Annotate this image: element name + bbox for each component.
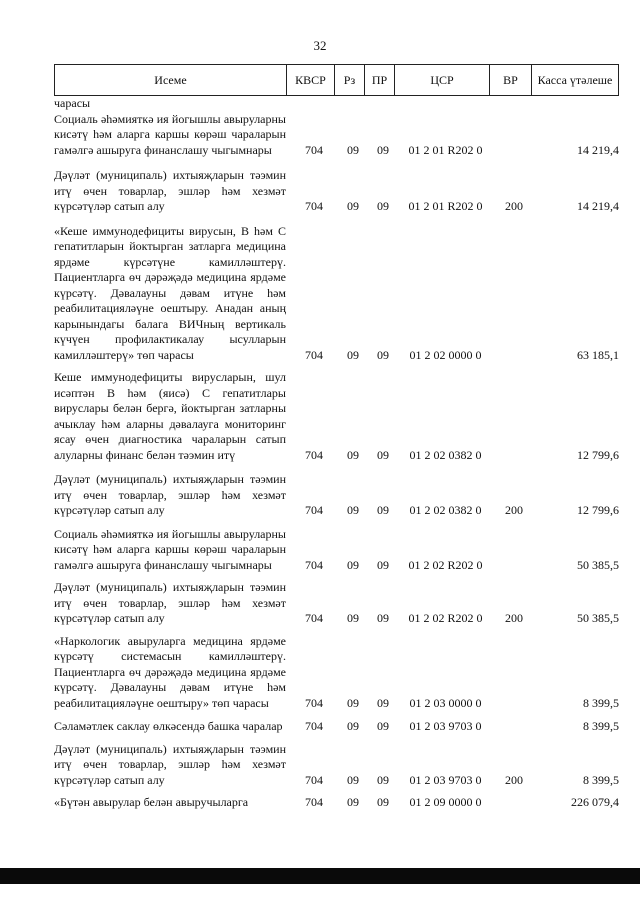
row-kvsr: 704 xyxy=(305,503,323,517)
row-kvsr: 704 xyxy=(305,557,323,572)
row-kvsr: 704 xyxy=(305,611,323,625)
header-sum: Касса үтәлеше xyxy=(537,72,613,87)
header-csr: ЦСР xyxy=(395,65,490,95)
header-vr: ВР xyxy=(490,65,532,95)
row-name: Дәүләт (муниципаль) ихтыяҗларын тәэмин итү өчен товарлар, эшләр һәм хезмәт күрсәтүләр сатып алу xyxy=(54,580,286,625)
row-pr: 09 xyxy=(377,503,389,517)
row-sum: 12 799,6 xyxy=(577,447,619,462)
row-vr: 200 xyxy=(505,772,523,787)
row-sum: 14 219,4 xyxy=(577,199,619,213)
scan-edge-bar xyxy=(0,868,640,884)
row-sum: 50 385,5 xyxy=(577,557,619,572)
row-rz: 09 xyxy=(347,503,359,517)
row-rz: 09 xyxy=(347,557,359,572)
row-pr: 09 xyxy=(377,557,389,572)
row-pr: 09 xyxy=(377,447,389,462)
header-name: Исеме xyxy=(55,65,287,95)
row-csr: 01 2 03 9703 0 xyxy=(409,772,482,787)
row-pr: 09 xyxy=(377,611,389,625)
row-rz: 09 xyxy=(347,795,359,809)
row-csr: 01 2 01 R202 0 xyxy=(408,199,483,213)
row-rz: 09 xyxy=(347,695,359,710)
table-header xyxy=(54,64,619,96)
table-row xyxy=(54,795,619,811)
row-sum: 226 079,4 xyxy=(571,795,619,809)
row-sum: 50 385,5 xyxy=(577,611,619,625)
table-row xyxy=(54,224,619,364)
row-kvsr: 704 xyxy=(305,795,323,809)
row-kvsr: 704 xyxy=(305,347,323,362)
row-name: Дәүләт (муниципаль) ихтыяҗларын тәэмин итү өчен товарлар, эшләр һәм хезмәт күрсәтүләр сатып алу xyxy=(54,741,286,787)
row-name: Дәүләт (муниципаль) ихтыяҗларын тәэмин итү өчен товарлар, эшләр һәм хезмәт күрсәтүләр сатып алу xyxy=(54,168,286,213)
table-row xyxy=(54,580,619,627)
row-pr: 09 xyxy=(377,142,389,157)
row-rz: 09 xyxy=(347,719,359,733)
row-pr: 09 xyxy=(377,772,389,787)
table-row xyxy=(54,370,619,463)
page-number: 32 xyxy=(313,38,327,53)
row-csr: 01 2 02 R202 0 xyxy=(408,557,483,572)
header-rz: Рз xyxy=(335,65,365,95)
table-row xyxy=(54,634,619,712)
table-row xyxy=(54,472,619,519)
row-rz: 09 xyxy=(347,142,359,157)
row-pr: 09 xyxy=(377,199,389,213)
row-csr: 01 2 01 R202 0 xyxy=(408,142,483,157)
row-csr: 01 2 02 0000 0 xyxy=(409,347,482,362)
row-rz: 09 xyxy=(347,772,359,787)
row-rz: 09 xyxy=(347,611,359,625)
row-rz: 09 xyxy=(347,447,359,462)
row-kvsr: 704 xyxy=(305,695,323,710)
row-pr: 09 xyxy=(377,347,389,362)
row-name: «Бүтән авырулар белән авыручыларга xyxy=(54,795,249,809)
row-csr: 01 2 02 0382 0 xyxy=(409,447,482,462)
row-kvsr: 704 xyxy=(305,772,323,787)
row-sum: 14 219,4 xyxy=(577,142,619,157)
table-row xyxy=(54,742,619,789)
row-sum: 8 399,5 xyxy=(583,772,619,787)
row-name: Дәүләт (муниципаль) ихтыяҗларын тәэмин итү өчен товарлар, эшләр һәм хезмәт күрсәтүләр сатып алу xyxy=(54,472,286,517)
row-name: «Наркологик авыруларга медицина ярдәме күрсәтү системасын камилләштерү. Пациентларга өч дәрәҗәдә медицина ярдәме күрсәтү. Дәвалауны дәвам итүне һәм реабилитацияләүне оештыру» төп чарасы xyxy=(54,633,286,710)
row-kvsr: 704 xyxy=(305,199,323,213)
row-csr: 01 2 03 0000 0 xyxy=(409,695,482,710)
row-rz: 09 xyxy=(347,199,359,213)
row-name: Сәламәтлек саклау өлкәсендә башка чаралар xyxy=(54,719,283,733)
budget-table xyxy=(54,64,619,815)
row-vr: 200 xyxy=(505,503,523,517)
row-sum: 63 185,1 xyxy=(577,347,619,362)
row-name: Социаль әһәмияткә ия йогышлы авыруларны кисәтү һәм аларга каршы көрәш чараларын гамәлгә ашыруга финанслашу чыгымнары xyxy=(54,111,286,157)
table-row xyxy=(54,719,619,735)
continuation-row xyxy=(54,96,619,112)
row-csr: 01 2 09 0000 0 xyxy=(409,795,482,809)
table-row xyxy=(54,168,619,215)
continuation-text: чарасы xyxy=(54,96,91,110)
row-sum: 8 399,5 xyxy=(583,695,619,710)
table-row xyxy=(54,112,619,159)
row-name: «Кеше иммунодефициты вирусын, В һәм С гепатитларын йоктырган затларга медицина ярдәме күрсәтүне камилләштерү. Пациентларга өч дәрәҗәдә медицина ярдәме күрсәтү. Дәвалауны дәвам итүне һәм реабилитацияләүне оештыру. Анадан аның карынындагы балага ВИЧның вертикаль күчүен профилактикалау ысулларын камилләштерү» төп чарасы xyxy=(54,223,286,362)
row-pr: 09 xyxy=(377,695,389,710)
row-rz: 09 xyxy=(347,347,359,362)
row-name: Социаль әһәмияткә ия йогышлы авыруларны кисәтү һәм аларга каршы көрәш чараларын гамәлгә ашыруга финанслашу чыгымнары xyxy=(54,526,286,572)
table-body xyxy=(54,112,619,811)
row-sum: 8 399,5 xyxy=(583,719,619,733)
row-kvsr: 704 xyxy=(305,142,323,157)
row-kvsr: 704 xyxy=(305,719,323,733)
row-name: Кеше иммунодефициты вирусларын, шул исәптән В һәм (яисә) С гепатитлары вируслары белән бергә, йоктырган затларны ачыклау һәм аларны дәвалауга мониторинг ясау өчен диагностика чараларын сатып алуларны финанс белән тәэмин итү xyxy=(54,370,286,462)
row-csr: 01 2 03 9703 0 xyxy=(409,719,482,733)
row-csr: 01 2 02 R202 0 xyxy=(408,611,483,625)
row-vr: 200 xyxy=(505,611,523,625)
row-csr: 01 2 02 0382 0 xyxy=(409,503,482,517)
row-pr: 09 xyxy=(377,719,389,733)
header-kvsr: КВСР xyxy=(287,65,335,95)
row-kvsr: 704 xyxy=(305,447,323,462)
row-pr: 09 xyxy=(377,795,389,809)
table-row xyxy=(54,527,619,574)
row-vr: 200 xyxy=(505,199,523,213)
header-pr: ПР xyxy=(365,65,395,95)
row-sum: 12 799,6 xyxy=(577,503,619,517)
